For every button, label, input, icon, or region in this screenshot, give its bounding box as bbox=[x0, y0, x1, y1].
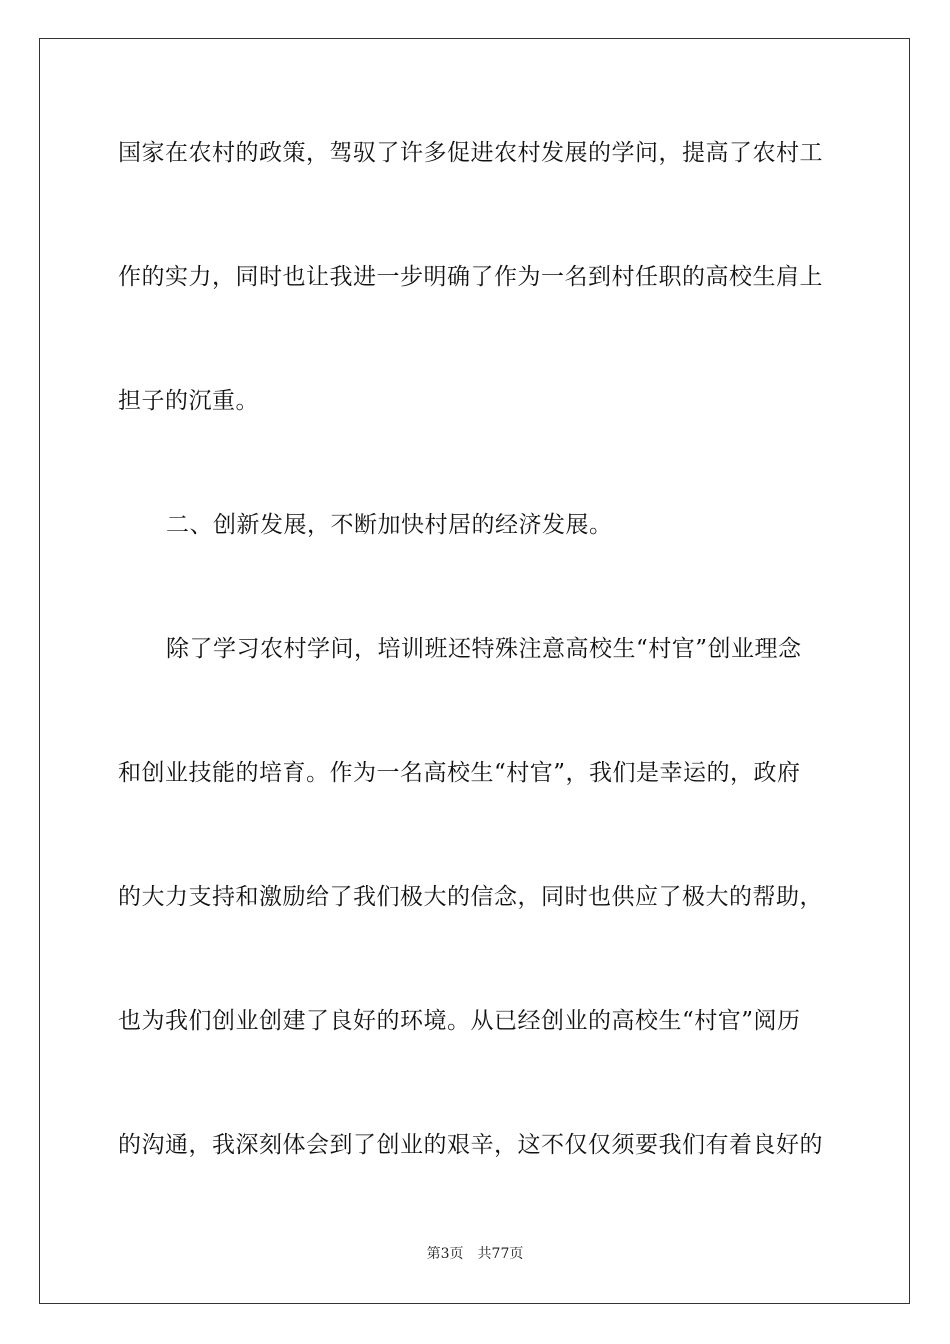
page-number: 第3页 bbox=[426, 1246, 464, 1262]
text-line-2: 作的实力，同时也让我进一步明确了作为一名到村任职的高校生肩上 bbox=[118, 264, 823, 290]
page-footer bbox=[0, 1244, 950, 1264]
text-line-5: 除了学习农村学问，培训班还特殊注意高校生“村官”创业理念 bbox=[166, 636, 802, 662]
section-heading: 二、创新发展，不断加快村居的经济发展。 bbox=[166, 512, 613, 538]
text-line-3: 担子的沉重。 bbox=[118, 388, 259, 414]
page-frame bbox=[39, 38, 910, 1304]
text-line-6: 和创业技能的培育。作为一名高校生“村官”，我们是幸运的，政府 bbox=[118, 760, 801, 786]
text-line-9: 的沟通，我深刻体会到了创业的艰辛，这不仅仅须要我们有着良好的 bbox=[118, 1132, 823, 1158]
page-total: 共77页 bbox=[477, 1246, 524, 1262]
text-line-1: 国家在农村的政策，驾驭了许多促进农村发展的学问，提高了农村工 bbox=[118, 140, 823, 166]
text-line-7: 的大力支持和激励给了我们极大的信念，同时也供应了极大的帮助， bbox=[118, 884, 823, 910]
text-line-8: 也为我们创业创建了良好的环境。从已经创业的高校生“村官”阅历 bbox=[118, 1008, 801, 1034]
